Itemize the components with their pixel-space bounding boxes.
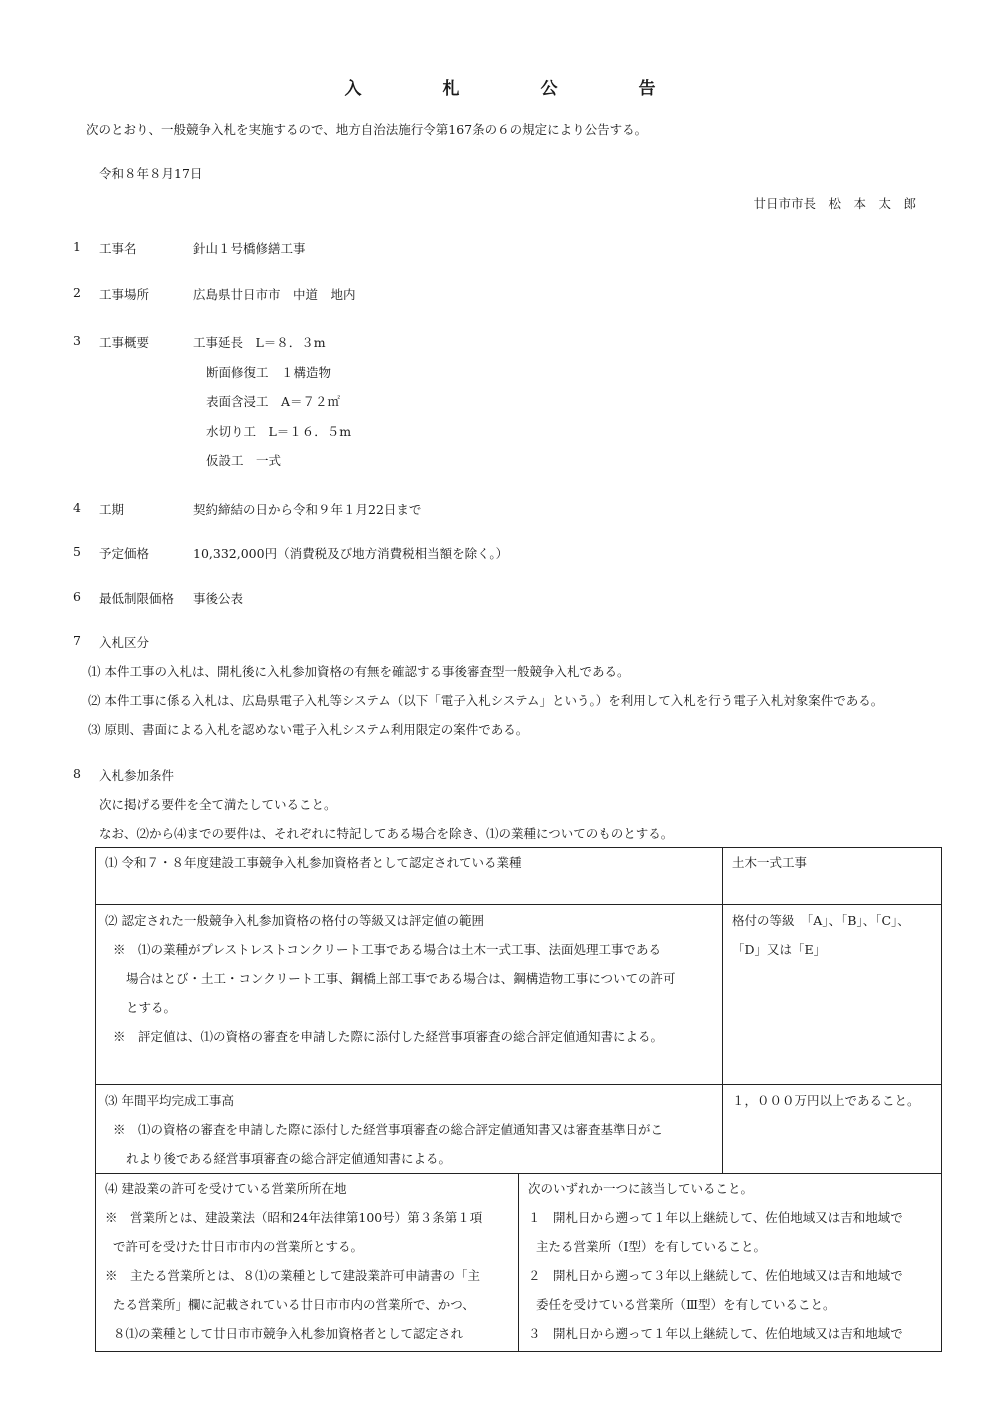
item-value-minimum-price: 事後公表 — [193, 591, 244, 606]
signer: 廿日市市長 松 本 太 郎 — [753, 196, 916, 211]
table-cell — [96, 1174, 519, 1352]
condition-note: たる営業所」欄に記載されている廿日市市内の営業所で、かつ、 — [113, 1297, 475, 1312]
table-cell — [96, 848, 723, 905]
overview-subitem: 断面修復工 １構造物 — [206, 365, 332, 380]
conditions-table — [95, 847, 942, 1352]
bid-category-line: ⑶ 原則、書面による入札を認めない電子入札システム利用限定の案件である。 — [88, 722, 529, 737]
notice-date: 令和８年８月17日 — [99, 166, 203, 181]
item-value-estimated-price: 10,332,000円（消費税及び地方消費税相当額を除く。） — [193, 546, 509, 561]
table-cell — [96, 905, 723, 1085]
item-label-minimum-price: 最低制限価格 — [99, 591, 175, 606]
condition-value: １，０００万円以上であること。 — [732, 1093, 920, 1108]
condition-note: ※ ⑴の業種がプレストレストコンクリート工事である場合は土木一式工事、法面処理工事である — [113, 942, 662, 957]
item-number: 1 — [73, 239, 81, 254]
conditions-line: なお、⑵から⑷までの要件は、それぞれに特記してある場合を除き、⑴の業種についてのものとする。 — [99, 826, 674, 841]
condition-text: ⑵ 認定された一般競争入札参加資格の格付の等級又は評定値の範囲 — [105, 913, 484, 928]
item-number: 5 — [73, 544, 81, 559]
item-number: 2 — [73, 285, 81, 300]
bid-category-line: ⑵ 本件工事に係る入札は、広島県電子入札等システム（以下「電子入札システム」という。）を利用して入札を行う電子入札対象案件である。 — [88, 693, 884, 708]
overview-subitem: 表面含浸工 A＝７２㎡ — [206, 394, 341, 409]
conditions-line: 次に掲げる要件を全て満たしていること。 — [99, 797, 337, 812]
overview-subitem: 仮設工 一式 — [206, 453, 282, 468]
item-value-construction-name: 針山１号橋修繕工事 — [193, 241, 306, 256]
condition-value: 格付の等級 「A」、「B」、「C」、 — [732, 913, 910, 928]
table-cell — [723, 1085, 942, 1174]
condition-text: ⑴ 令和７・８年度建設工事競争入札参加資格者として認定されている業種 — [105, 855, 522, 870]
table-row — [96, 1085, 942, 1174]
item-number: 3 — [73, 333, 81, 348]
condition-value: 次のいずれか一つに該当していること。 — [528, 1181, 754, 1196]
condition-value: １ 開札日から遡って１年以上継続して、佐伯地域又は吉和地域で — [528, 1210, 903, 1225]
item-label-bid-category: 入札区分 — [99, 635, 150, 650]
condition-text: ⑷ 建設業の許可を受けている営業所所在地 — [105, 1181, 347, 1196]
item-value-overview: 工事延長 L＝８．３m — [193, 335, 326, 350]
condition-note: 場合はとび・土工・コンクリート工事、鋼橋上部工事である場合は、鋼構造物工事についての許可 — [126, 971, 676, 986]
table-cell — [96, 1085, 723, 1174]
condition-note: ※ 評定値は、⑴の資格の審査を申請した際に添付した経営事項審査の総合評定値通知書による。 — [113, 1029, 664, 1044]
intro-text: 次のとおり、一般競争入札を実施するので、地方自治法施行令第167条の６の規定により公告する。 — [86, 122, 648, 137]
table-cell — [723, 848, 942, 905]
item-value-period: 契約締結の日から令和９年１月22日まで — [193, 502, 422, 517]
item-label-period: 工期 — [99, 502, 125, 517]
item-number: 6 — [73, 589, 81, 604]
item-number: 4 — [73, 500, 81, 515]
table-cell — [723, 905, 942, 1085]
table-cell — [519, 1174, 942, 1352]
condition-note: れより後である経営事項審査の総合評定値通知書による。 — [126, 1151, 452, 1166]
condition-value: 土木一式工事 — [732, 855, 808, 870]
table-row — [96, 905, 942, 1085]
condition-text: ⑶ 年間平均完成工事高 — [105, 1093, 234, 1108]
condition-note: ※ ⑴の資格の審査を申請した際に添付した経営事項審査の総合評定値通知書又は審査基準日がこ — [113, 1122, 664, 1137]
item-value-location: 広島県廿日市市 中道 地内 — [193, 287, 356, 302]
condition-note: ８⑴の業種として廿日市市競争入札参加資格者として認定され — [113, 1326, 464, 1341]
page-title: 入 札 公 告 — [344, 79, 688, 99]
item-number: 7 — [73, 633, 81, 648]
condition-value: 委任を受けている営業所（Ⅲ型）を有していること。 — [536, 1297, 836, 1312]
bid-category-line: ⑴ 本件工事の入札は、開札後に入札参加資格の有無を確認する事後審査型一般競争入札である。 — [88, 664, 630, 679]
condition-note: で許可を受けた廿日市市内の営業所とする。 — [113, 1239, 364, 1254]
condition-value: 主たる営業所（Ⅰ型）を有していること。 — [536, 1239, 766, 1254]
item-label-participation-conditions: 入札参加条件 — [99, 768, 175, 783]
table-row — [96, 1174, 942, 1352]
condition-value: ２ 開札日から遡って３年以上継続して、佐伯地域又は吉和地域で — [528, 1268, 903, 1283]
condition-value: 「D」又は「E」 — [732, 942, 827, 957]
item-label-estimated-price: 予定価格 — [99, 546, 150, 561]
condition-note: ※ 主たる営業所とは、８⑴の業種として建設業許可申請書の「主 — [105, 1268, 481, 1283]
condition-note: とする。 — [126, 1000, 177, 1015]
item-number: 8 — [73, 766, 81, 781]
overview-subitem: 水切り工 L＝１６．５m — [206, 424, 352, 439]
condition-note: ※ 営業所とは、建設業法（昭和24年法律第100号）第３条第１項 — [105, 1210, 483, 1225]
item-label-overview: 工事概要 — [99, 335, 150, 350]
condition-value: ３ 開札日から遡って１年以上継続して、佐伯地域又は吉和地域で — [528, 1326, 903, 1341]
table-row — [96, 848, 942, 905]
item-label-construction-name: 工事名 — [99, 241, 137, 256]
item-label-location: 工事場所 — [99, 287, 150, 302]
